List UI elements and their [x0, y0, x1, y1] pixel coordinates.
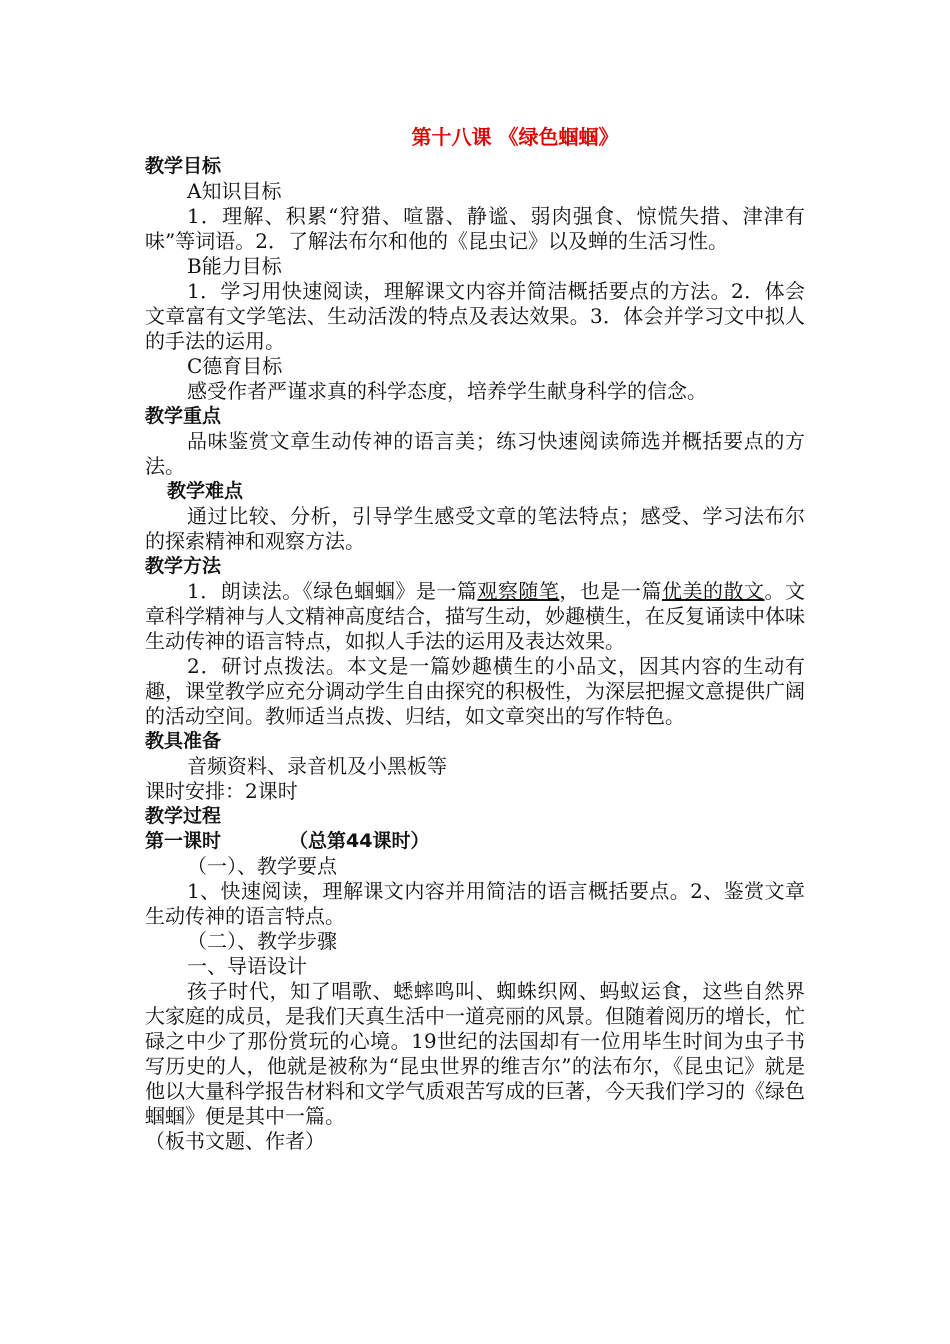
- key-points-heading: 教学重点: [145, 405, 222, 427]
- method-reading-part-a: 1．朗读法。《绿色蝈蝈》是一篇: [187, 579, 478, 603]
- ability-objective-label: B能力目标: [187, 254, 282, 278]
- method-reading: [145, 579, 805, 654]
- knowledge-objective-label: A知识目标: [187, 179, 282, 203]
- process-heading: 教学过程: [145, 805, 222, 827]
- first-lesson-label: 第一课时: [145, 830, 222, 852]
- document-page: [145, 120, 805, 1154]
- method-discussion: 2．研讨点拨法。本文是一篇妙趣横生的小品文，因其内容的生动有趣，课堂教学应充分调动学生自由探究的积极性，为深层把握文意提供广阔的活动空间。教师适当点拨、归结，如文章突出的写作特色。: [145, 654, 805, 728]
- method-reading-part-c: 。文章科学精神与人文精神高度结合，描写生动，妙趣横生，在反复诵读中体味生动传神的语言特点，如拟人手法的运用及表达效果。: [145, 579, 806, 653]
- methods-heading: 教学方法: [145, 555, 222, 577]
- intro-design-label: 一、导语设计: [187, 954, 307, 978]
- lesson-title: 第十八课 《绿色蝈蝈》: [411, 125, 619, 149]
- method-reading-part-b: ，也是一篇: [559, 579, 662, 603]
- first-lesson-line: [145, 829, 805, 854]
- board-note: （板书文题、作者）: [145, 1129, 325, 1153]
- tools-heading: 教具准备: [145, 730, 222, 752]
- knowledge-objective-text: 1．理解、积累“狩猎、喧嚣、静谧、弱肉强食、惊慌失措、津津有味”等词语。2．了解法布尔和他的《昆虫记》以及蝉的生活习性。: [145, 204, 805, 253]
- teaching-points-text: 1、快速阅读，理解课文内容并用简洁的语言概括要点。2、鉴赏文章生动传神的语言特点。: [145, 879, 805, 928]
- ability-objective-text: 1．学习用快速阅读，理解课文内容并简洁概括要点的方法。2．体会文章富有文学笔法、生动活泼的特点及表达效果。3．体会并学习文中拟人的手法的运用。: [145, 279, 805, 353]
- key-points-text: 品味鉴赏文章生动传神的语言美；练习快速阅读筛选并概括要点的方法。: [145, 429, 805, 478]
- difficulties-text: 通过比较、分析，引导学生感受文章的笔法特点；感受、学习法布尔的探索精神和观察方法。: [145, 504, 805, 553]
- tools-text: 音频资料、录音机及小黑板等: [187, 754, 447, 778]
- objectives-heading: 教学目标: [145, 155, 222, 177]
- moral-objective-label: C德育目标: [187, 354, 283, 378]
- method-reading-underline-1: 观察随笔: [477, 579, 560, 603]
- difficulties-heading: 教学难点: [167, 480, 244, 502]
- first-lesson-total: （总第44课时）: [289, 830, 430, 852]
- intro-design-text: 孩子时代，知了唱歌、蟋蟀鸣叫、蜘蛛织网、蚂蚁运食，这些自然界大家庭的成员，是我们天真生活中一道亮丽的风景。但随着阅历的增长，忙碌之中少了那份赏玩的心境。19世纪的法国却有一位用毕生时间为虫子书写历史的人，他就是被称为“昆虫世界的维吉尔”的法布尔，《昆虫记》就是他以大量科学报告材料和文学气质艰苦写成的巨著，今天我们学习的《绿色蝈蝈》便是其中一篇。: [145, 979, 805, 1128]
- teaching-points-label: （一）、教学要点: [187, 854, 337, 878]
- teaching-steps-label: （二）、教学步骤: [187, 929, 337, 953]
- schedule-text: 课时安排：2课时: [145, 779, 298, 803]
- method-reading-underline-2: 优美的散文: [661, 579, 765, 603]
- moral-objective-text: 感受作者严谨求真的科学态度，培养学生献身科学的信念。: [187, 379, 707, 403]
